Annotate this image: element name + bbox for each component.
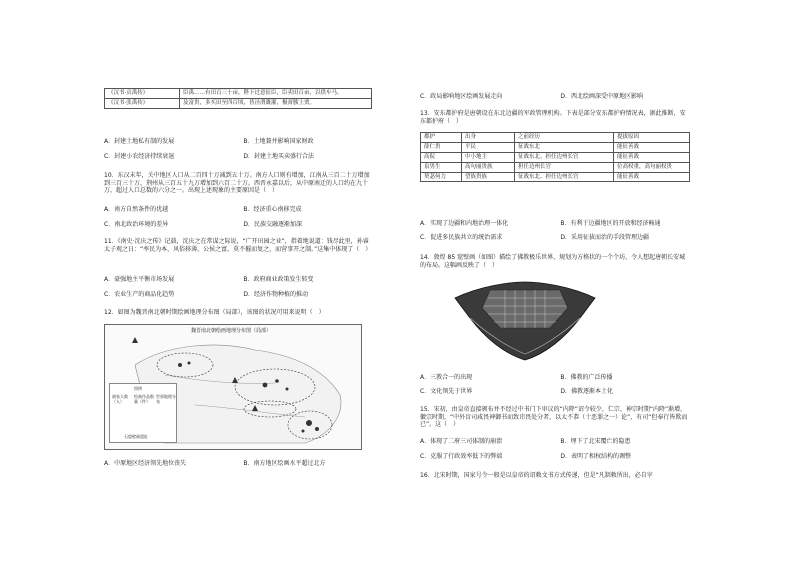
option-a: A．南方自然条件的优越 <box>104 206 169 213</box>
question-10: 10．东汉末年，关中地区人口从二百四十万减到五十万。南方人口则有增加，江南从三百二十万增加到三百三十万，荆州从三百五十九万增加到六百二十万。西晋永嘉以后，从中原南迁的人口约在九十万，超过人口总数的六分之一。出现上述现象的主要原因是（ ） <box>104 172 370 194</box>
table-cell: 平民 <box>462 142 515 152</box>
table-cell: 契苾何力 <box>421 172 462 182</box>
table-cell: 能征善战 <box>614 172 690 182</box>
table-cell: 泉男生 <box>421 162 462 172</box>
header-cell: 提拔原因 <box>614 133 690 143</box>
map-title: 魏晋南北朝绘画地理分布图（局部） <box>191 328 272 334</box>
table-row <box>105 89 372 99</box>
option-b: B．政府商业政策发生转变 <box>243 276 314 283</box>
table-cell: 征战东北 <box>515 142 614 152</box>
option-d: D．表明了相权结构的调整 <box>560 453 632 460</box>
duhu-table-block <box>420 132 690 182</box>
table-row <box>421 162 690 172</box>
q10-options-2 <box>104 221 372 229</box>
header-cell: 出身 <box>462 133 515 143</box>
table-cell: 征战东北、担任边州长官 <box>515 152 614 162</box>
option-c: C．文化领先于世界 <box>420 388 473 395</box>
q14-options-2 <box>420 388 690 396</box>
source-table-block <box>104 88 372 109</box>
option-a: A．三教合一的出现 <box>420 374 473 381</box>
option-b: B．经济重心南移完成 <box>243 206 302 213</box>
legend-grotto: 石窟壁画遗址 <box>124 434 148 439</box>
table-cell: 位高权重，高句丽权贵 <box>614 162 690 172</box>
option-c: C．政局影响地区绘画发展走向 <box>420 93 503 100</box>
option-d: D．西北绘画深受中原地区影响 <box>560 93 644 100</box>
option-c: C．农业生产的商品化趋势 <box>104 291 175 298</box>
option-a: A．实现了边疆和内地治理一体化 <box>420 220 509 227</box>
q11-options <box>104 276 372 284</box>
legend-works: 绘画作品数量（件） <box>134 394 154 404</box>
source-table <box>104 88 372 109</box>
option-d: D．封建土地买卖盛行合法 <box>243 153 314 160</box>
legend-painters: 画家人数（人） <box>112 394 128 404</box>
q12-options <box>104 460 372 468</box>
option-d: D．采用征拔而治的手段管理边疆 <box>560 234 650 241</box>
header-cell: 都护 <box>421 133 462 143</box>
text-cell: 及富贵，多买田至四百顷，皆泾渭溉灌，极膏腴上贾。 <box>180 98 372 108</box>
option-a: A．体现了二府三司体制的崩溃 <box>420 438 503 445</box>
question-15: 15．宋初，由皇帝直接颁布并不经过中书门下审议的“内降”诏令较少，仁宗、神宗时期“内降”渐增，徽宗时期，“中外盲司咸畏神御书而致讳畏处分者，以太不恭（十恶罪之一）论”，有司“但奉行皆欺而已”。这（ ） <box>420 406 688 428</box>
option-c: C．封建小农经济持续衰退 <box>104 153 175 160</box>
option-c: C．南北政治环境的差异 <box>104 221 169 228</box>
table-row <box>421 142 690 152</box>
option-a: A．封建土地私有制的发展 <box>104 138 175 145</box>
option-d: D．经济作物种植的推动 <box>243 291 308 298</box>
q13-options <box>420 220 690 228</box>
table-cell: 中小地主 <box>462 152 515 162</box>
question-13: 13．安东都护府是唐朝设在东北边疆的军政管理机构。下表是部分安东都护府情况表，据此推断，安东都护府（ ） <box>420 110 686 125</box>
table-cell: 能征善战 <box>614 152 690 162</box>
table-cell: 高句丽贵族 <box>462 162 515 172</box>
table-cell: 薛仁贵 <box>421 142 462 152</box>
option-b: B．南方地区绘画水平超过北方 <box>243 460 326 467</box>
option-d: D．佛教逐渐本土化 <box>560 388 614 395</box>
option-d: D．民族交融逐渐加深 <box>243 221 302 228</box>
option-b: B．土地兼并影响国家财政 <box>243 138 314 145</box>
option-a: A．豪强地主平衡市场发展 <box>104 276 175 283</box>
table-row <box>105 98 372 108</box>
source-cell: 《汉书·贡禹传》 <box>105 89 180 99</box>
q14-options <box>420 374 690 382</box>
legend-distribution: 世界地理分布 <box>156 394 176 404</box>
option-b: B．有利于边疆地区的开放和经济畅通 <box>560 220 661 227</box>
header-cell: 之前经历 <box>515 133 614 143</box>
q15-options-2 <box>420 453 690 461</box>
table-cell: 望族贵族 <box>462 172 515 182</box>
option-b: B．埋下了北宋覆亡的隐患 <box>560 438 631 445</box>
table-cell: 能征善战 <box>614 142 690 152</box>
q9-options <box>104 138 372 146</box>
q12-options-2 <box>420 93 690 101</box>
map-legend <box>109 383 177 443</box>
option-c: C．克服了行政效率低下的弊端 <box>420 453 503 460</box>
legend-title: 图例 <box>134 386 142 391</box>
table-cell: 担任边州长官 <box>515 162 614 172</box>
option-a: A．中原地区经济领先地位丧失 <box>104 460 187 467</box>
q10-options <box>104 206 372 214</box>
dunhuang-mural-image <box>450 278 600 364</box>
mural-drawing <box>450 278 600 364</box>
question-14: 14．敦煌 85 窟壁画（如图）描绘了佛教极乐世界，规划为方格状的一个个坊，令人想起唐朝长安城的布局。这幅画反映了（ ） <box>420 254 686 269</box>
option-b: B．佛教的广泛传播 <box>560 374 613 381</box>
table-row <box>421 172 690 182</box>
table-cell: 高侃 <box>421 152 462 162</box>
q11-options-2 <box>104 291 372 299</box>
table-cell: 征战东北、担任边州长官 <box>515 172 614 182</box>
q9-options-2 <box>104 153 372 161</box>
q15-options <box>420 438 690 446</box>
q13-options-2 <box>420 234 690 242</box>
source-cell: 《汉书·张禹传》 <box>105 98 180 108</box>
question-11: 11．《南史·沈庆之传》记载，沈庆之在常谋之际说，“广开田园之业”，指着地说道：钱尽此里，孙睿太子观之日：“率民为本，风俗移薄，公侯之富，莫不摧而复之，而营事开之制。”这集中体现了（ ） <box>104 238 372 253</box>
question-12: 12．如图为魏晋南北朝时期绘画地理分布图（局部），该图的状况可用来说明（ ） <box>104 309 325 316</box>
text-cell: 臣禹……有田百三十亩，陛下过意征臣，臣卖田百亩，以供车马。 <box>180 89 372 99</box>
table-row <box>421 152 690 162</box>
table-header-row <box>421 133 690 143</box>
duhu-table <box>420 132 690 182</box>
painting-distribution-map <box>104 324 362 450</box>
question-16: 16．北宋时期，国家号令一般是以皇帝的诏敕文书方式传递，但是“凡制敕所出，必自宰 <box>420 472 653 479</box>
option-c: C．促进多民族共立的统治需求 <box>420 234 503 241</box>
